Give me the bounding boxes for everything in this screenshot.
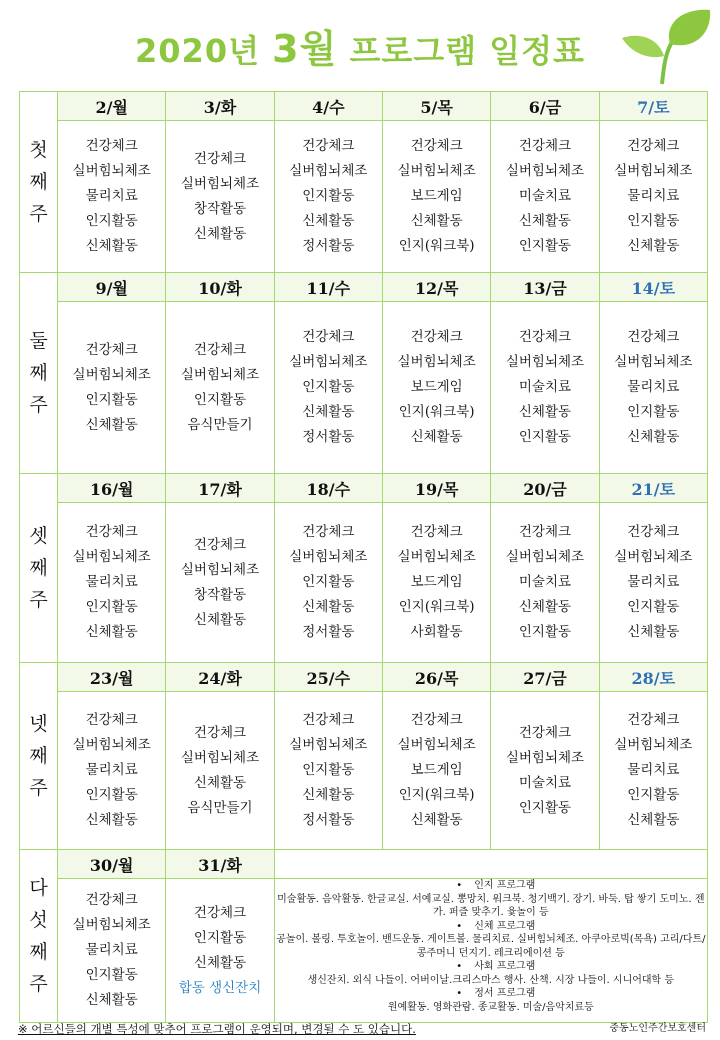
activity-item: 실버힘뇌체조 (614, 163, 693, 179)
notes-heading: • 신체 프로그램 (275, 920, 707, 934)
day-activities (58, 503, 166, 663)
activity-item: 미술치료 (518, 188, 572, 204)
activity-item: 실버힘뇌체조 (505, 549, 585, 565)
week-label-char: 다 (29, 877, 48, 899)
day-date: 13/금 (491, 273, 599, 302)
activity-item: 인지(워크북) (398, 787, 475, 803)
activity-item: 건강체크 (193, 904, 247, 921)
week-label-char: 째 (29, 171, 48, 193)
activity-item: 건강체크 (302, 138, 355, 154)
day-date: 21/토 (599, 474, 707, 503)
activity-item: 사회활동 (410, 624, 463, 640)
activity-item: 신체활동 (193, 774, 247, 791)
activity-item: 건강체크 (302, 524, 355, 540)
activity-item: 신체활동 (302, 787, 355, 803)
activity-row (20, 692, 708, 850)
week-label-char: 둘 (29, 330, 48, 352)
date-row (20, 474, 708, 503)
notes-text: 원예활동. 영화관람. 종교활동. 미술/음악치료등 (387, 1001, 594, 1013)
week-label (20, 663, 58, 850)
week-label-char: 셋 (29, 525, 48, 547)
day-date: 7/토 (599, 92, 707, 121)
week-label-char: 주 (29, 777, 48, 799)
activity-item: 건강체크 (193, 150, 247, 167)
activity-item: 건강체크 (518, 524, 572, 540)
activity-item: 신체활동 (85, 992, 138, 1008)
activity-item: 실버힘뇌체조 (505, 354, 585, 370)
activity-item: 인지활동 (193, 391, 247, 408)
activity-item: 건강체크 (627, 712, 680, 728)
day-date: 2/월 (58, 92, 166, 121)
activity-item: 실버힘뇌체조 (397, 163, 476, 179)
notes-heading: • 사회 프로그램 (275, 960, 707, 974)
activity-row (20, 302, 708, 474)
day-activities (58, 879, 166, 1023)
activity-item: 신체활동 (410, 812, 463, 828)
activity-item: 물리치료 (627, 379, 680, 395)
day-activities (382, 302, 490, 474)
activity-item: 건강체크 (193, 341, 247, 358)
day-date: 16/월 (58, 474, 166, 503)
activity-item: 실버힘뇌체조 (614, 354, 693, 370)
activity-item: 실버힘뇌체조 (397, 549, 476, 565)
activity-item: 신체활동 (518, 599, 572, 615)
activity-item: 신체활동 (410, 213, 463, 229)
activity-item: 신체활동 (627, 238, 680, 254)
activity-item: 실버힘뇌체조 (289, 163, 368, 179)
activity-item: 인지활동 (302, 762, 355, 778)
activity-item: 건강체크 (85, 524, 138, 540)
page-title (0, 18, 720, 73)
activity-item: 인지활동 (85, 213, 138, 229)
schedule-table (19, 91, 708, 1023)
activity-item: 창작활동 (193, 200, 247, 217)
day-date: 4/수 (274, 92, 382, 121)
activity-item: 인지활동 (193, 929, 247, 946)
activity-item: 건강체크 (302, 712, 355, 728)
activity-item: 실버힘뇌체조 (397, 737, 476, 753)
day-activities (274, 503, 382, 663)
day-activities (166, 692, 274, 850)
activity-item: 미술치료 (518, 774, 572, 791)
activity-item: 건강체크 (518, 724, 572, 741)
special-event: 합동 생신잔치 (178, 979, 262, 996)
activity-item: 실버힘뇌체조 (72, 917, 151, 933)
day-activities (491, 503, 599, 663)
day-date: 20/금 (491, 474, 599, 503)
activity-item: 인지활동 (518, 429, 572, 445)
week-label-char: 주 (29, 203, 48, 225)
activity-item: 인지활동 (302, 574, 355, 590)
activity-item: 보드게임 (410, 574, 463, 590)
activity-item: 건강체크 (193, 724, 247, 741)
activity-item: 건강체크 (627, 524, 680, 540)
activity-item: 신체활동 (627, 812, 680, 828)
activity-item: 신체활동 (85, 812, 138, 828)
day-activities (382, 503, 490, 663)
day-activities (382, 121, 490, 273)
day-date: 26/목 (382, 663, 490, 692)
activity-item: 건강체크 (410, 712, 463, 728)
week-label-char: 주 (29, 589, 48, 611)
activity-item: 실버힘뇌체조 (289, 737, 368, 753)
day-date: 14/토 (599, 273, 707, 302)
day-activities (274, 692, 382, 850)
activity-item: 음식만들기 (187, 416, 253, 433)
activity-item: 정서활동 (302, 238, 355, 254)
activity-item: 건강체크 (627, 138, 680, 154)
activity-item: 건강체크 (85, 712, 138, 728)
day-date: 12/목 (382, 273, 490, 302)
week-label-char: 주 (29, 973, 48, 995)
activity-item: 인지활동 (518, 799, 572, 816)
activity-item: 물리치료 (85, 574, 138, 590)
activity-item: 실버힘뇌체조 (289, 354, 368, 370)
day-activities (599, 503, 707, 663)
activity-item: 물리치료 (627, 188, 680, 204)
activity-item: 물리치료 (85, 188, 138, 204)
activity-item: 보드게임 (410, 188, 463, 204)
week-label-char: 넷 (29, 713, 48, 735)
leaf-icon (614, 4, 714, 86)
title-month: 3월 (272, 27, 338, 71)
activity-item: 신체활동 (85, 624, 138, 640)
activity-row (20, 503, 708, 663)
activity-item: 신체활동 (193, 611, 247, 628)
week-label (20, 92, 58, 273)
activity-item: 물리치료 (85, 942, 138, 958)
week-label-char: 첫 (29, 139, 48, 161)
date-row (20, 273, 708, 302)
day-activities (491, 302, 599, 474)
day-date: 5/목 (382, 92, 490, 121)
week-label-char: 섯 (29, 909, 48, 931)
notes-heading: • 인지 프로그램 (275, 879, 707, 893)
activity-item: 인지활동 (85, 967, 138, 983)
activity-item: 인지활동 (518, 238, 572, 254)
day-date: 19/목 (382, 474, 490, 503)
activity-item: 실버힘뇌체조 (180, 366, 260, 383)
activity-item: 건강체크 (85, 138, 138, 154)
activity-item: 인지활동 (627, 404, 680, 420)
day-date: 24/화 (166, 663, 274, 692)
activity-item: 실버힘뇌체조 (397, 354, 476, 370)
week-label (20, 850, 58, 1023)
activity-item: 신체활동 (302, 213, 355, 229)
activity-item: 실버힘뇌체조 (72, 366, 151, 383)
activity-item: 신체활동 (85, 416, 138, 433)
day-date: 3/화 (166, 92, 274, 121)
activity-item: 실버힘뇌체조 (614, 737, 693, 753)
date-row (20, 92, 708, 121)
day-date: 31/화 (166, 850, 274, 879)
activity-item: 신체활동 (85, 238, 138, 254)
activity-item: 건강체크 (410, 329, 463, 345)
activity-item: 실버힘뇌체조 (72, 549, 151, 565)
activity-item: 정서활동 (302, 812, 355, 828)
activity-item: 실버힘뇌체조 (72, 737, 151, 753)
activity-item: 인지(워크북) (398, 238, 475, 254)
activity-item: 건강체크 (410, 138, 463, 154)
day-activities (166, 503, 274, 663)
date-row (20, 850, 708, 879)
footnote: ※ 어르신들의 개별 특성에 맞추어 프로그램이 운영되며, 변경될 수 도 있습니다. (18, 1022, 416, 1036)
day-activities (599, 692, 707, 850)
day-activities (274, 121, 382, 273)
activity-item: 건강체크 (85, 892, 138, 908)
activity-item: 신체활동 (518, 404, 572, 420)
day-activities (166, 302, 274, 474)
activity-item: 신체활동 (410, 429, 463, 445)
day-date: 17/화 (166, 474, 274, 503)
day-date: 25/수 (274, 663, 382, 692)
day-activities (599, 302, 707, 474)
title-rest: 프로그램 일정표 (337, 32, 585, 70)
activity-item: 정서활동 (302, 624, 355, 640)
day-activities (58, 692, 166, 850)
activity-item: 신체활동 (193, 954, 247, 971)
activity-item: 건강체크 (193, 536, 247, 553)
activity-item: 정서활동 (302, 429, 355, 445)
activity-item: 건강체크 (627, 329, 680, 345)
day-date: 27/금 (491, 663, 599, 692)
center-name: 중동노인주간보호센터 (609, 1023, 706, 1034)
day-activities (491, 121, 599, 273)
day-activities (166, 121, 274, 273)
activity-item: 인지활동 (85, 391, 138, 408)
notes-text: 생신잔치. 외식 나들이. 어버이날.크리스마스 행사. 산책. 시장 나들이. 시니어대학 등 (307, 974, 675, 986)
activity-item: 인지활동 (627, 599, 680, 615)
activity-row (20, 879, 708, 1023)
activity-item: 음식만들기 (187, 799, 253, 816)
activity-item: 신체활동 (193, 225, 247, 242)
notes-heading: • 정서 프로그램 (275, 987, 707, 1001)
activity-item: 신체활동 (302, 599, 355, 615)
activity-item: 실버힘뇌체조 (614, 549, 693, 565)
week-label (20, 273, 58, 474)
activity-item: 신체활동 (302, 404, 355, 420)
activity-item: 인지(워크북) (398, 404, 475, 420)
activity-item: 인지(워크북) (398, 599, 475, 615)
activity-item: 보드게임 (410, 762, 463, 778)
day-date: 9/월 (58, 273, 166, 302)
activity-item: 인지활동 (627, 787, 680, 803)
activity-item: 건강체크 (518, 329, 572, 345)
activity-item: 보드게임 (410, 379, 463, 395)
date-row (20, 663, 708, 692)
week-label-char: 째 (29, 362, 48, 384)
day-date: 6/금 (491, 92, 599, 121)
day-date: 11/수 (274, 273, 382, 302)
activity-item: 실버힘뇌체조 (180, 749, 260, 766)
activity-item: 신체활동 (518, 213, 572, 229)
activity-item: 창작활동 (193, 586, 247, 603)
activity-item: 인지활동 (302, 188, 355, 204)
activity-item: 인지활동 (302, 379, 355, 395)
activity-item: 인지활동 (518, 624, 572, 640)
empty-cell (274, 850, 707, 879)
week-label-char: 째 (29, 557, 48, 579)
activity-item: 물리치료 (627, 762, 680, 778)
day-date: 10/화 (166, 273, 274, 302)
activity-item: 물리치료 (627, 574, 680, 590)
activity-item: 인지활동 (627, 213, 680, 229)
day-activities (58, 302, 166, 474)
day-date: 30/월 (58, 850, 166, 879)
week-label (20, 474, 58, 663)
activity-item: 물리치료 (85, 762, 138, 778)
activity-item: 실버힘뇌체조 (180, 561, 260, 578)
activity-item: 실버힘뇌체조 (289, 549, 368, 565)
program-notes (274, 879, 707, 1023)
activity-item: 실버힘뇌체조 (72, 163, 151, 179)
notes-text: 미술활동. 음악활동. 한글교실. 서예교실. 뽕망치. 워크북. 청기백기. 장기. 바둑. 탑 쌓기 도미노. 젠가. 퍼즐 맞추기. 윷놀이 등 (277, 893, 705, 918)
day-activities (166, 879, 274, 1023)
week-label-char: 주 (29, 394, 48, 416)
activity-item: 실버힘뇌체조 (180, 175, 260, 192)
activity-item: 인지활동 (85, 787, 138, 803)
day-date: 18/수 (274, 474, 382, 503)
activity-item: 건강체크 (302, 329, 355, 345)
title-year: 2020년 (135, 32, 273, 70)
notes-text: 공놀이. 볼링. 투호놀이. 밴드운동. 게이트볼. 물리치료. 실버힘뇌체조. 아쿠아로빅(목욕) 고리/다트/콩주머니 던지기. 레크리에이션 등 (276, 934, 706, 959)
day-date: 23/월 (58, 663, 166, 692)
week-label-char: 째 (29, 745, 48, 767)
activity-item: 미술치료 (518, 379, 572, 395)
activity-item: 건강체크 (85, 341, 138, 358)
week-label-char: 째 (29, 941, 48, 963)
activity-item: 실버힘뇌체조 (505, 749, 585, 766)
day-activities (491, 692, 599, 850)
activity-item: 신체활동 (627, 429, 680, 445)
day-activities (58, 121, 166, 273)
activity-item: 인지활동 (85, 599, 138, 615)
day-activities (599, 121, 707, 273)
activity-item: 건강체크 (518, 138, 572, 154)
activity-item: 실버힘뇌체조 (505, 163, 585, 179)
activity-item: 건강체크 (410, 524, 463, 540)
activity-row (20, 121, 708, 273)
activity-item: 신체활동 (627, 624, 680, 640)
activity-item: 미술치료 (518, 574, 572, 590)
day-activities (382, 692, 490, 850)
day-activities (274, 302, 382, 474)
day-date: 28/토 (599, 663, 707, 692)
